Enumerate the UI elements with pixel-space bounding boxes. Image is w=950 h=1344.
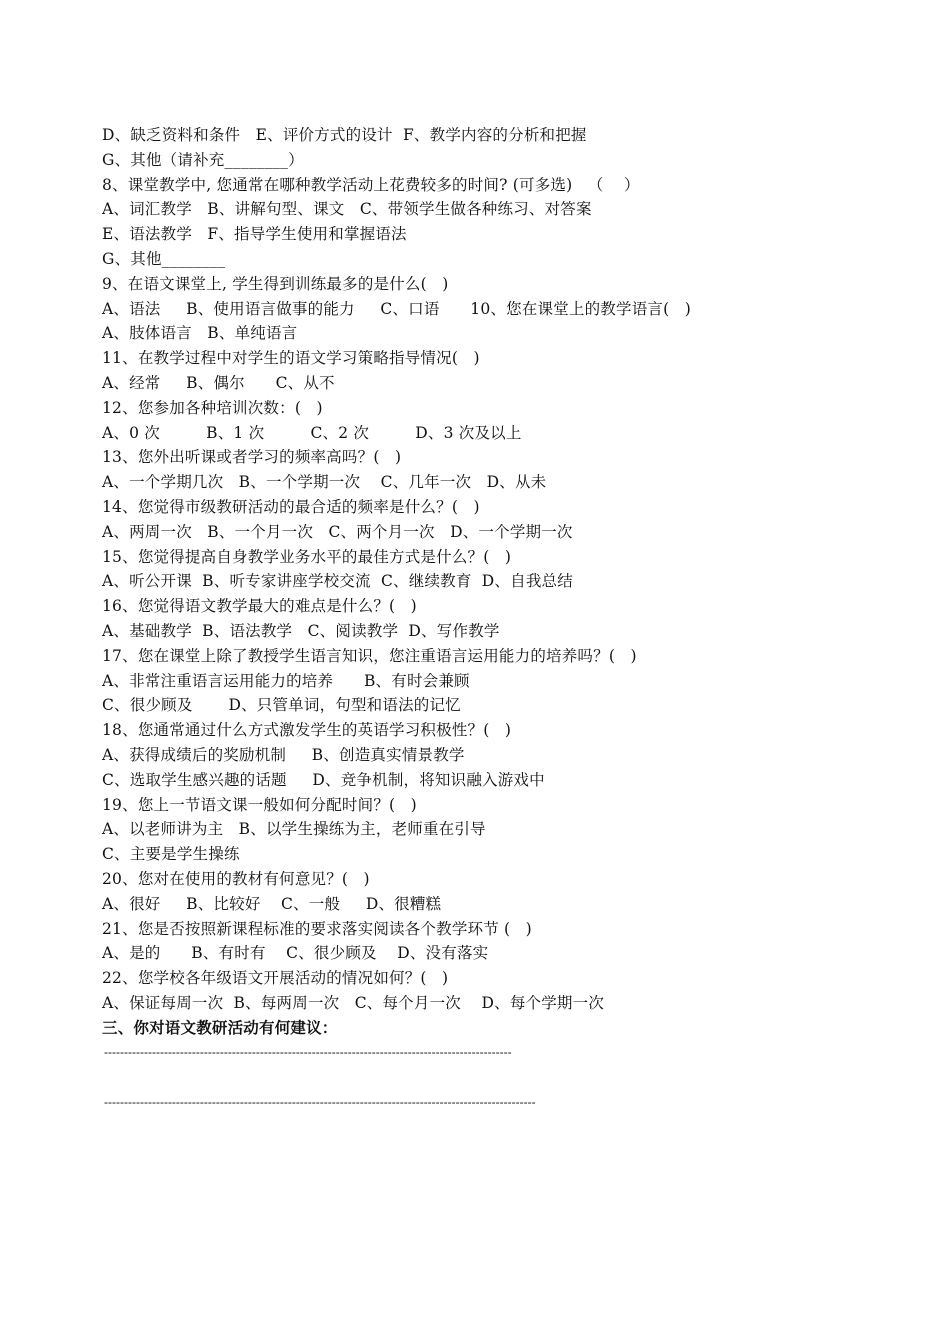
option-line: A、以老师讲为主 B、以学生操练为主，老师重在引导 [102,820,486,839]
question-15: 15、您觉得提高自身教学业务水平的最佳方式是什么？( ) [102,547,512,566]
question-21: 21、您是否按照新课程标准的要求落实阅读各个教学环节 ( ) [102,919,532,938]
option-line: A、基础教学 B、语法教学 C、阅读教学 D、写作教学 [102,621,500,640]
option-line: A、保证每周一次 B、每两周一次 C、每个月一次 D、每个学期一次 [102,993,605,1012]
option-line: A、经常 B、偶尔 C、从不 [102,373,335,392]
question-12: 12、您参加各种培训次数：( ) [102,398,323,417]
question-9: 9、在语文课堂上, 学生得到训练最多的是什么( ) [102,274,449,293]
option-line: A、语法 B、使用语言做事的能力 C、口语 10、您在课堂上的教学语言( ) [102,299,691,318]
option-line: A、一个学期几次 B、一个学期一次 C、几年一次 D、从未 [102,473,547,492]
option-line: G、其他（请补充________） [102,150,304,169]
question-19: 19、您上一节语文课一般如何分配时间？( ) [102,795,417,814]
option-line: D、缺乏资料和条件 E、评价方式的设计 F、教学内容的分析和把握 [102,126,587,144]
option-line: A、听公开课 B、听专家讲座学校交流 C、继续教育 D、自我总结 [102,572,573,591]
question-14: 14、您觉得市级教研活动的最合适的频率是什么？( ) [102,497,480,516]
section-heading: 三、你对语文教研活动有何建议： [102,1017,338,1037]
question-13: 13、您外出听课或者学习的频率高吗？( ) [102,448,402,467]
option-line: E、语法教学 F、指导学生使用和掌握语法 [102,225,407,244]
option-line: C、选取学生感兴趣的话题 D、竞争机制，将知识融入游戏中 [102,770,545,789]
option-line: A、很好 B、比较好 C、一般 D、很糟糕 [102,894,442,913]
question-18: 18、您通常通过什么方式激发学生的英语学习积极性？( ) [102,721,512,740]
question-20: 20、您对在使用的教材有何意见？( ) [102,869,370,888]
option-line: A、是的 B、有时有 C、很少顾及 D、没有落实 [102,944,489,963]
question-22: 22、您学校各年级语文开展活动的情况如何？( ) [102,969,449,988]
option-line: G、其他________ [102,249,226,268]
answer-dash-line: ------------------------------------------------------------------------------------------------------------ [104,1095,536,1110]
option-line: A、两周一次 B、一个月一次 C、两个月一次 D、一个学期一次 [102,522,573,541]
question-11: 11、在教学过程中对学生的语文学习策略指导情况( ) [102,349,480,368]
question-17: 17、您在课堂上除了教授学生语言知识，您注重语言运用能力的培养吗？( ) [102,646,637,665]
option-line: A、词汇教学 B、讲解句型、课文 C、带领学生做各种练习、对答案 [102,200,592,219]
questionnaire-body [102,123,862,1115]
option-line: A、0 次 B、1 次 C、2 次 D、3 次及以上 [102,423,522,442]
question-8: 8、课堂教学中, 您通常在哪种教学活动上花费较多的时间? (可多选) （ ） [102,175,640,194]
option-line: A、非常注重语言运用能力的培养 B、有时会兼顾 [102,671,470,690]
option-line: A、肢体语言 B、单纯语言 [102,324,298,343]
answer-dash-line: ------------------------------------------------------------------------------------------------------ [104,1045,512,1060]
option-line: A、获得成绩后的奖励机制 B、创造真实情景教学 [102,745,465,764]
option-line: C、很少顾及 D、只管单词，句型和语法的记忆 [102,696,461,715]
option-line: C、主要是学生操练 [102,845,240,864]
question-16: 16、您觉得语文教学最大的难点是什么？( ) [102,597,417,616]
